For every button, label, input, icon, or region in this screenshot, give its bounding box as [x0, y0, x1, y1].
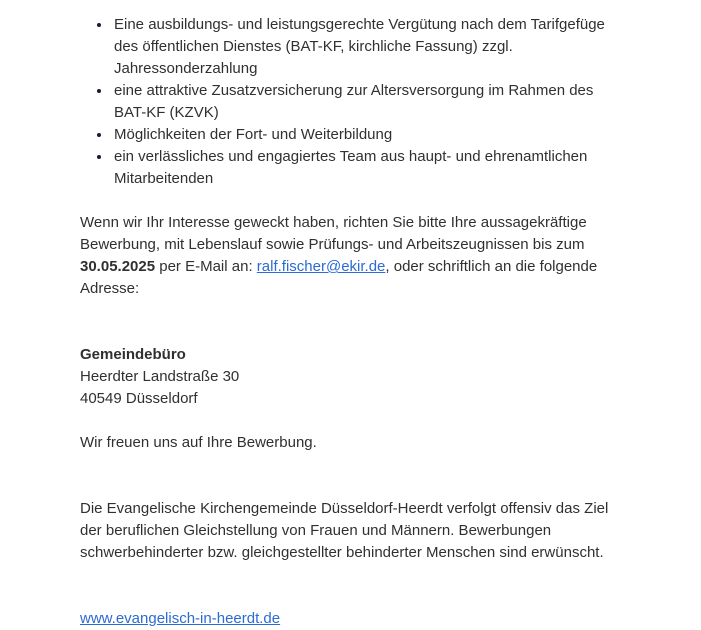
benefit-item-insurance: • eine attraktive Zusatzversicherung zur Altersversorgung im Rahmen des BAT-KF (KZVK) [112, 80, 623, 124]
address-city: 40549 Düsseldorf [80, 390, 198, 407]
email-link[interactable]: ralf.fischer@ekir.de [256, 258, 386, 275]
benefit-item-remuneration: • Eine ausbildungs- und leistungsgerechte Vergütung nach dem Tarifgefüge des öffentlichen Dienstes (BAT-KF, kirchliche Fassung) zzgl. Jahressonderzahlung [112, 14, 623, 80]
equality-statement-paragraph: Die Evangelische Kirchengemeinde Düsseldorf-Heerdt verfolgt offensiv das Ziel der beruflichen Gleichstellung von Frauen und Männern. Bewerbungen schwerbehinderter bzw. gleichgestellter behinderter Menschen sind erwünscht. [80, 500, 609, 561]
closing-line: Wir freuen uns auf Ihre Bewerbung. [80, 434, 317, 451]
benefit-item-team: • ein verlässliches und engagiertes Team aus haupt- und ehrenamtlichen Mitarbeitenden [112, 146, 623, 190]
benefit-item-training: • Möglichkeiten der Fort- und Weiterbildung [112, 124, 623, 146]
application-text-between: per E-Mail an: [155, 258, 257, 275]
application-instructions-paragraph [80, 212, 623, 300]
blank-line [80, 476, 623, 498]
address-name: Gemeindebüro [80, 346, 186, 363]
blank-line [80, 410, 623, 432]
benefits-list [80, 14, 623, 190]
website-link-row [80, 608, 623, 630]
address-street: Heerdter Landstraße 30 [80, 368, 240, 385]
website-link[interactable]: www.evangelisch-in-heerdt.de [80, 610, 281, 627]
application-text-before-date: Wenn wir Ihr Interesse geweckt haben, richten Sie bitte Ihre aussagekräftige Bewerbung, mit Lebenslauf sowie Prüfungs- und Arbeitszeugnissen bis zum [80, 214, 587, 253]
application-deadline-date: 30.05.2025 [80, 258, 156, 275]
blank-line [80, 586, 623, 608]
blank-line [80, 322, 623, 344]
application-text-after-email: , oder schriftlich an die folgende Adresse: [80, 258, 598, 297]
